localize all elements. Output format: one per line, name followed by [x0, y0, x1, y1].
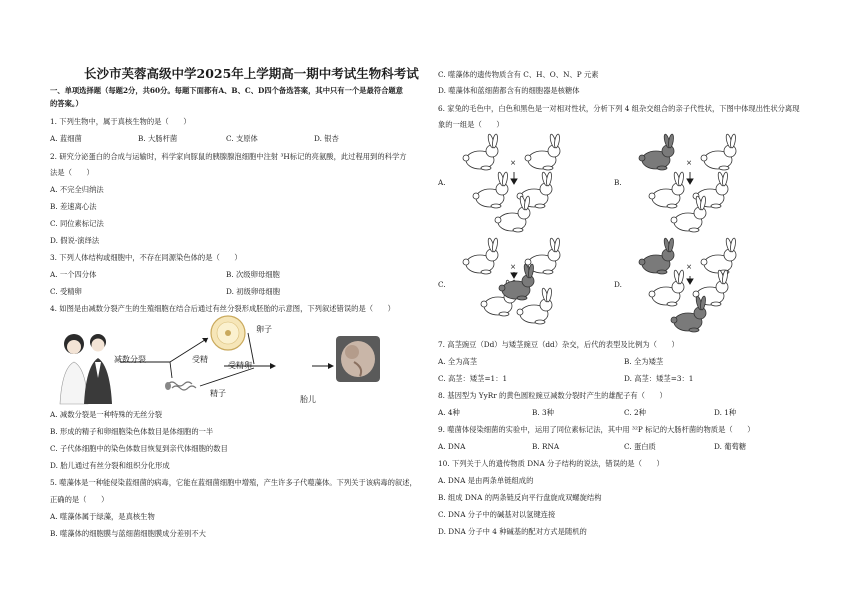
cross-b: [639, 134, 736, 232]
cross-d-offspring-1-rabbit: [649, 270, 684, 306]
q10-option-d: D. DNA 分子中 4 种碱基的配对方式是随机的: [438, 527, 587, 536]
q10-option-c: C. DNA 分子中的碱基对以氢键连接: [438, 510, 556, 519]
diagram-label-fetus: 胎儿: [300, 395, 316, 404]
question-5-stem-cont: 正确的是（ ）: [50, 495, 109, 504]
cross-c-parent-1-rabbit: [463, 238, 498, 274]
egg-cell-illustration: [211, 316, 245, 350]
question-7-stem: 7. 高茎豌豆（Dd）与矮茎豌豆（dd）杂交，后代的表型及比例为（ ）: [438, 340, 679, 349]
q4-option-c: C. 子代体细胞中的染色体数目恢复到亲代体细胞的数目: [50, 444, 228, 453]
q6-label-a: A.: [438, 178, 446, 187]
q5-option-b: B. 噬藻体的细胞膜与蓝细菌细胞膜成分差别不大: [50, 529, 206, 538]
q7-option-a: A. 全为高茎: [438, 357, 478, 366]
cross-a: [463, 134, 560, 232]
question-10-stem: 10. 下列关于人的遗传物质 DNA 分子结构的说法，错误的是（ ）: [438, 459, 664, 468]
q6-label-c: C.: [438, 280, 446, 289]
question-6-stem-cont: 象的一组是（ ）: [438, 120, 504, 129]
q9-option-c: C. 蛋白质: [624, 442, 656, 451]
q2-option-c: C. 同位素标记法: [50, 219, 104, 228]
q9-option-d: D. 葡萄糖: [714, 442, 747, 451]
diagram-label-egg: 卵子: [256, 325, 272, 334]
cross-a-parent-2-rabbit: [525, 134, 560, 170]
q5-option-d: D. 噬藻体和蓝细菌都含有的细胞器是核糖体: [438, 86, 580, 95]
question-5-stem: 5. 噬藻体是一种能侵染蓝细菌的病毒，它能在蓝细菌细胞中增殖，产生许多子代噬藻体。下列关于该病毒的叙述，: [50, 478, 417, 487]
q4-option-b: B. 形成的精子和卵细胞染色体数目是体细胞的一半: [50, 427, 214, 436]
q3-option-d: D. 初级卵母细胞: [226, 287, 281, 296]
cross-d-parent-1-rabbit: [639, 238, 674, 274]
question-2-stem: 2. 研究分泌蛋白的合成与运输时，科学家向豚鼠的胰腺腺泡细胞中注射 ³H标记的亮氨酸，此过程用到的科学方: [50, 152, 407, 161]
q9-option-a: A. DNA: [438, 442, 466, 451]
exam-title: 长沙市芙蓉高级中学2025年上学期高一期中考试生物科考试: [84, 66, 419, 81]
q8-option-d: D. 1种: [714, 408, 737, 417]
cross-b-parent-2-rabbit: [701, 134, 736, 170]
diagram-label-zygote: 受精卵: [228, 361, 252, 370]
cross-b-offspring-1-rabbit: [649, 172, 684, 208]
q9-option-b: B. RNA: [532, 442, 560, 451]
q10-option-b: B. 组成 DNA 的两条链反向平行盘旋成双螺旋结构: [438, 493, 602, 502]
q2-option-a: A. 不完全归纳法: [50, 185, 104, 194]
question-4-stem: 4. 如图是由减数分裂产生的生殖细胞在结合后通过有丝分裂形成胚胎的示意图，下列叙述错误的是（ ）: [50, 304, 395, 313]
couple-illustration: [60, 334, 112, 404]
cross-d-cross-symbol: ×: [686, 262, 693, 271]
cross-a-offspring-1-rabbit: [473, 172, 508, 208]
q1-option-a: A. 蓝细菌: [50, 134, 82, 143]
q5-option-c: C. 噬藻体的遗传物质含有 C、H、O、N、P 元素: [438, 70, 599, 79]
sperm-illustration: [165, 382, 196, 390]
rabbit-crosses-figure: [438, 138, 833, 338]
q3-option-c: C. 受精卵: [50, 287, 82, 296]
q1-option-c: C. 支原体: [226, 134, 258, 143]
question-9-stem: 9. 噬菌体侵染细菌的实验中，运用了同位素标记法，其中用 ³²P 标记的大肠杆菌的物质是（ ）: [438, 425, 755, 434]
q1-option-b: B. 大肠杆菌: [138, 134, 178, 143]
q1-option-d: D. 银杏: [314, 134, 339, 143]
cross-d-parent-2-rabbit: [701, 238, 736, 274]
q6-label-b: B.: [614, 178, 622, 187]
q10-option-a: A. DNA 是由两条单链组成的: [438, 476, 534, 485]
cross-b-parent-1-rabbit: [639, 134, 674, 170]
q4-option-a: A. 减数分裂是一种特殊的无丝分裂: [50, 410, 163, 419]
cross-b-cross-symbol: ×: [686, 158, 693, 167]
question-8-stem: 8. 基因型为 YyRr 的黄色圆粒豌豆减数分裂时产生的雄配子有（ ）: [438, 391, 667, 400]
cross-d: [639, 238, 736, 332]
q8-option-b: B. 3种: [532, 408, 554, 417]
q8-option-c: C. 2种: [624, 408, 646, 417]
cross-c: [463, 238, 560, 324]
q7-option-d: D. 高茎：矮茎=3：1: [624, 374, 694, 383]
section-heading-cont: 的答案。）: [50, 99, 83, 108]
cross-c-cross-symbol: ×: [510, 262, 517, 271]
q5-option-a: A. 噬藻体属于绿藻，是真核生物: [50, 512, 155, 521]
fetus-illustration: [336, 336, 380, 382]
q6-label-d: D.: [614, 280, 622, 289]
cross-a-cross-symbol: ×: [510, 158, 517, 167]
question-6-stem: 6. 家兔的毛色中，白色和黑色是一对相对性状，分析下列 4 组杂交组合的亲子代性状，下图中体现出性状分离现: [438, 104, 800, 113]
diagram-label-meiosis: 减数分裂: [114, 355, 146, 364]
question-3-stem: 3. 下列人体结构或细胞中，不存在同源染色体的是（ ）: [50, 253, 242, 262]
q8-option-a: A. 4种: [438, 408, 460, 417]
q3-option-b: B. 次级卵母细胞: [226, 270, 280, 279]
question-2-stem-cont: 法是（ ）: [50, 168, 94, 177]
q7-option-b: B. 全为矮茎: [624, 357, 664, 366]
q7-option-c: C. 高茎：矮茎=1：1: [438, 374, 508, 383]
diagram-label-fertilization: 受精: [192, 355, 208, 364]
q3-option-a: A. 一个四分体: [50, 270, 97, 279]
cross-c-offspring-2-rabbit: [499, 264, 534, 300]
q4-option-d: D. 胎儿通过有丝分裂和组织分化形成: [50, 461, 170, 470]
question-1-stem: 1. 下列生物中，属于真核生物的是（ ）: [50, 117, 191, 126]
q2-option-d: D. 假说-演绎法: [50, 236, 100, 245]
q2-option-b: B. 差速离心法: [50, 202, 97, 211]
section-heading: 一、单项选择题（每题2分，共60分。每题下面都有A、B、C、D四个备选答案，其中只有一个是最符合题意: [50, 86, 403, 95]
diagram-label-sperm: 精子: [210, 389, 226, 398]
cross-a-parent-1-rabbit: [463, 134, 498, 170]
